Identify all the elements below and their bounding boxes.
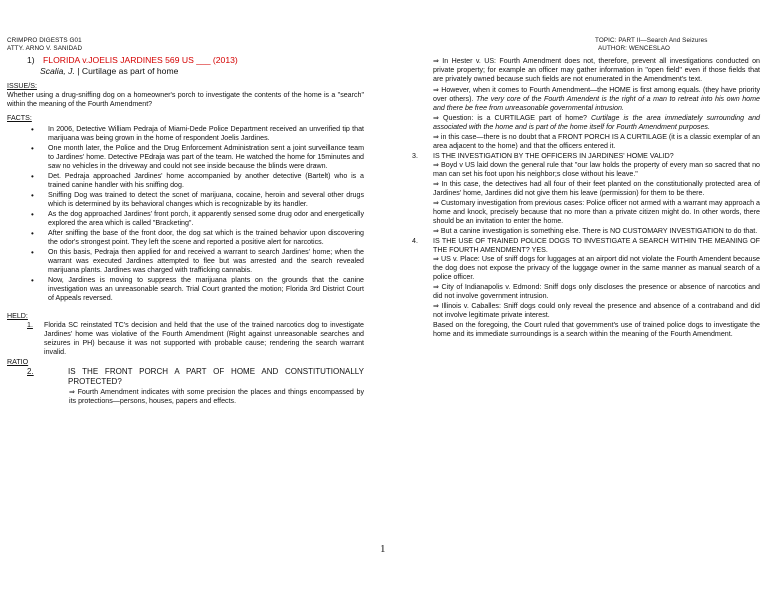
- fact-item: • Det. Pedraja approached Jardines' home accompanied by another detective (Bartelt) who is a trained canine handler with his sniffing dog.: [48, 172, 364, 190]
- ratio-question: IS THE FRONT PORCH A PART OF HOME AND CONSTITUTIONALLY PROTECTED?: [68, 367, 364, 386]
- hester-paragraph: ⇒ In Hester v. US: Fourth Amendment does not, therefore, prevent all investigations conducted on private property; for example an officer may gather information in "open field" even if those fields that are privately owned because such fields are not enumerated in the Amendment's text.: [433, 57, 760, 83]
- question-4: [406, 237, 760, 255]
- home-core-text: The very core of the Fourth Amendent is the right of a man to retreat into his own home and there be free from unreasonable governmental intrusion.: [433, 95, 760, 112]
- held-block: [7, 321, 364, 357]
- caballes-paragraph: ⇒ Illinois v. Caballes: Sniff dogs could only reveal the presence and absence of a contraband and did not involve legitimate private interest.: [433, 302, 760, 319]
- fact-item: • After sniffing the base of the front door, the dog sat which is the trained behavior upon discovering the odor's strongest point. They left the scene and reported a positive alert for narcotics.: [48, 229, 364, 247]
- canine-paragraph: ⇒ But a canine investigation is something else. There is NO CUSTOMARY INVESTIGATION to do that.: [433, 227, 758, 235]
- case-topic: | Curtilage as part of home: [77, 66, 179, 76]
- conclusion-paragraph: Based on the foregoing, the Court ruled that government's use of trained police dogs to investigate the home and its immediate surroundings is a search within the meaning of the Fourth Amendment.: [433, 321, 760, 338]
- front-porch-paragraph: ⇒ in this case—there is no doubt that a FRONT PORCH IS A CURTILAGE (it is a classic exemplar of an area adjacent to the home) and that the officers entered it.: [433, 133, 760, 150]
- customary-paragraph: ⇒ Customary investigation from previous cases: Police officer not armed with a warrant may approach a home and knock, precisely because that no more than a private citizen might do. In other words, there should be an invitation to enter the home.: [433, 199, 760, 225]
- ponente: Scalia, J.: [40, 66, 75, 76]
- issues-text: Whether using a drug-sniffing dog on a homeowner's porch to investigate the contents of the home is a "search" within the meaning of the Fourth Amendment?: [7, 91, 364, 108]
- held-number: 1.: [27, 321, 33, 329]
- instructor-name: ATTY. ARNO V. SANIDAD: [7, 44, 83, 52]
- question-3-text: IS THE INVESTIGATION BY THE OFFICERS IN JARDINES' HOME VALID?: [433, 152, 674, 160]
- curtilage-paragraph: [406, 114, 760, 132]
- fact-item: • On this basis, Pedraja then applied for and received a warrant to search Jardines' home; when the warrant was executed Jardines attempted to flee but was arrested and the search revealed marijuana plants. Jardines was charged with trafficking cannabis.: [48, 248, 364, 275]
- question-4-text: IS THE USE OF TRAINED POLICE DOGS TO INVESTIGATE A SEARCH WITHIN THE MEANING OF THE FOURTH AMENDMENT? YES.: [433, 237, 760, 254]
- ratio-heading: RATIO: [7, 358, 29, 366]
- facts-heading: FACTS:: [7, 114, 32, 122]
- question-3-number: 3.: [412, 152, 418, 160]
- curtilage-question: ⇒ Question: is a CURTILAGE part of home?: [433, 114, 587, 122]
- fact-item: • Sniffing Dog was trained to detect the scnet of marijuana, cocaine, heroin and several other drugs which is determined by its behavioral changes which is recognizable by its handler.: [48, 191, 364, 209]
- ratio-text: ⇒ Fourth Amendment indicates with some precision the places and things encompassed by its protections—persons, houses, papers and effects.: [69, 388, 364, 405]
- boyd-paragraph: ⇒ Boyd v US laid down the general rule that "our law holds the property of every man so sacred that no man can set his foot upon his neighbor;s close without his leave.": [433, 161, 760, 178]
- edmond-paragraph: ⇒ City of Indianapolis v. Edmond: Sniff dogs only discloses the presence or absence of narcotics and did not involve government intrusion.: [433, 283, 760, 300]
- held-text: Florida SC reinstated TC's decision and held that the use of the trained narcotics dog to investigate Jardines' home was violative of the Fourth Amendment (Right against unreasonable searches and seizures in PH) because it was not supported with probable cause; rendering the search warrant invalid.: [44, 321, 364, 356]
- detectives-paragraph: ⇒ In this case, the detectives had all four of their feet planted on the constitutionally protected area of Jardines' home, Jardines did not give them his leave (permission) for them to be there.: [433, 180, 760, 197]
- case-title-line: [7, 55, 364, 66]
- ratio-block: [7, 367, 364, 386]
- facts-list: [7, 125, 364, 303]
- issues-heading: ISSUE/S:: [7, 82, 37, 90]
- ratio-number: 2.: [27, 367, 34, 376]
- left-column: [7, 55, 364, 406]
- fact-item: • Now, Jardines is moving to suppress the marijuana plants on the grounds that the canine investigation was an unreasonable search. Trial Court granted the motion; Florida 3rd District Court of Appeals reversed.: [48, 276, 364, 303]
- author-label: AUTHOR: WENCESLAO: [598, 44, 671, 52]
- fact-item: • As the dog approached Jardines' front porch, it apparently sensed some drug odor and energetically explored the area which is called "Bracketing".: [48, 210, 364, 228]
- home-text: ⇒ However, when it comes to Fourth Amendment—the HOME is first among equals. (they have priority over others).: [433, 86, 760, 103]
- question-4-number: 4.: [412, 237, 418, 245]
- topic-label: TOPIC: PART II—Search And Seizures: [595, 37, 708, 44]
- place-paragraph: ⇒ US v. Place: Use of sniff dogs for luggages at an airport did not violate the Fourth Amendent because the dog does not expose the privacy of the luggage owner in the same manner as manual search of a police officer.: [433, 255, 760, 281]
- course-title: CRIMPRO DIGESTS G01: [7, 37, 82, 44]
- case-title: FLORIDA v.JOELIS JARDINES 569 US ___ (2013): [43, 55, 238, 65]
- held-heading: HELD:: [7, 312, 28, 320]
- question-3: [406, 152, 760, 161]
- case-subtitle: [7, 66, 364, 77]
- right-column: [406, 57, 760, 340]
- page-number: 1: [380, 543, 386, 555]
- fact-item: • One month later, the Police and the Drug Enforcement Administration sent a joint surveillance team to Jardines' home. Detective PEdraja was part of the team. He watched the home for 15minutes and saw no vehicles in the driveway and could not see inside because the blinds were drawn.: [48, 144, 364, 171]
- curtilage-definition: Curtilage is the area immediately surrounding and associated with the home and is part of the home itself for Fourth Amendment purposes.: [433, 114, 760, 131]
- fact-item: • In 2006, Detective William Pedraja of Miami-Dede Police Department received an unverified tip that marijuana was being grown in the home of respondent Joelis Jardines.: [48, 125, 364, 143]
- document-header-left: [7, 37, 82, 52]
- document-header-right: [595, 37, 707, 52]
- case-number: 1): [27, 55, 35, 65]
- home-paragraph: [406, 86, 760, 113]
